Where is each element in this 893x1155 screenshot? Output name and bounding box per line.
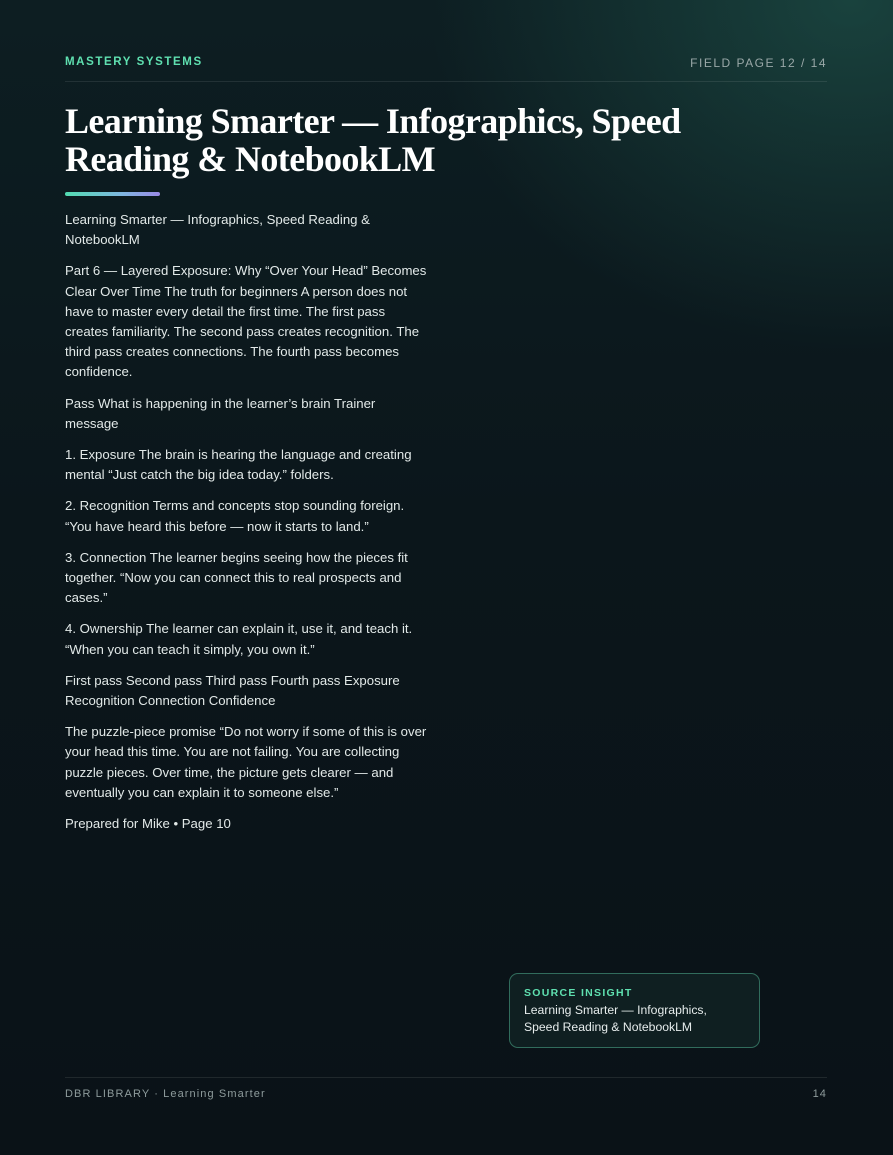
source-insight-label: SOURCE INSIGHT — [524, 987, 633, 999]
paragraph: 1. Exposure The brain is hearing the language and creating mental “Just catch the big idea today.” folders. — [65, 447, 412, 483]
paragraph: 3. Connection The learner begins seeing how the pieces fit together. “Now you can connect this to real prospects and cases.” — [65, 549, 408, 606]
paragraph: Prepared for Mike • Page 10 — [65, 816, 231, 832]
paragraph: Pass What is happening in the learner’s brain Trainer message — [65, 395, 376, 431]
page-title: Learning Smarter — Infographics, Speed Reading & NotebookLM — [65, 101, 681, 179]
source-insight-text: Learning Smarter — Infographics, Speed Reading & NotebookLM — [524, 1003, 707, 1034]
paragraph: Part 6 — Layered Exposure: Why “Over Your Head” Becomes Clear Over Time The truth for beginners A person does not have to master every detail the first time. The first pass creates familiarity. The second pass creates recognition. The third pass creates connections. The fourth pass becomes confidence. — [65, 263, 427, 380]
paragraph: First pass Second pass Third pass Fourth pass Exposure Recognition Connection Confidence — [65, 672, 400, 709]
body-text — [65, 210, 430, 845]
field-page-indicator: FIELD PAGE 12 / 14 — [690, 56, 827, 70]
footer-page-number: 14 — [812, 1088, 827, 1100]
title-accent-bar — [65, 192, 160, 196]
header-divider — [65, 81, 827, 82]
paragraph: 2. Recognition Terms and concepts stop sounding foreign. “You have heard this before — now it starts to land.” — [65, 498, 405, 534]
brand-label: MASTERY SYSTEMS — [65, 56, 203, 68]
page-header — [65, 56, 827, 70]
source-insight-card — [509, 973, 760, 1048]
footer-divider — [65, 1077, 827, 1078]
paragraph: 4. Ownership The learner can explain it, use it, and teach it. “When you can teach it simply, you own it.” — [65, 621, 413, 657]
page — [65, 0, 827, 1155]
footer-library-label: DBR LIBRARY · Learning Smarter — [65, 1088, 266, 1100]
paragraph: The puzzle-piece promise “Do not worry if some of this is over your head this time. You are not failing. You are collecting puzzle pieces. Over time, the picture gets clearer — and eventually you can explain it to someone else.” — [65, 724, 427, 800]
paragraph: Learning Smarter — Infographics, Speed Reading & NotebookLM — [65, 212, 370, 248]
